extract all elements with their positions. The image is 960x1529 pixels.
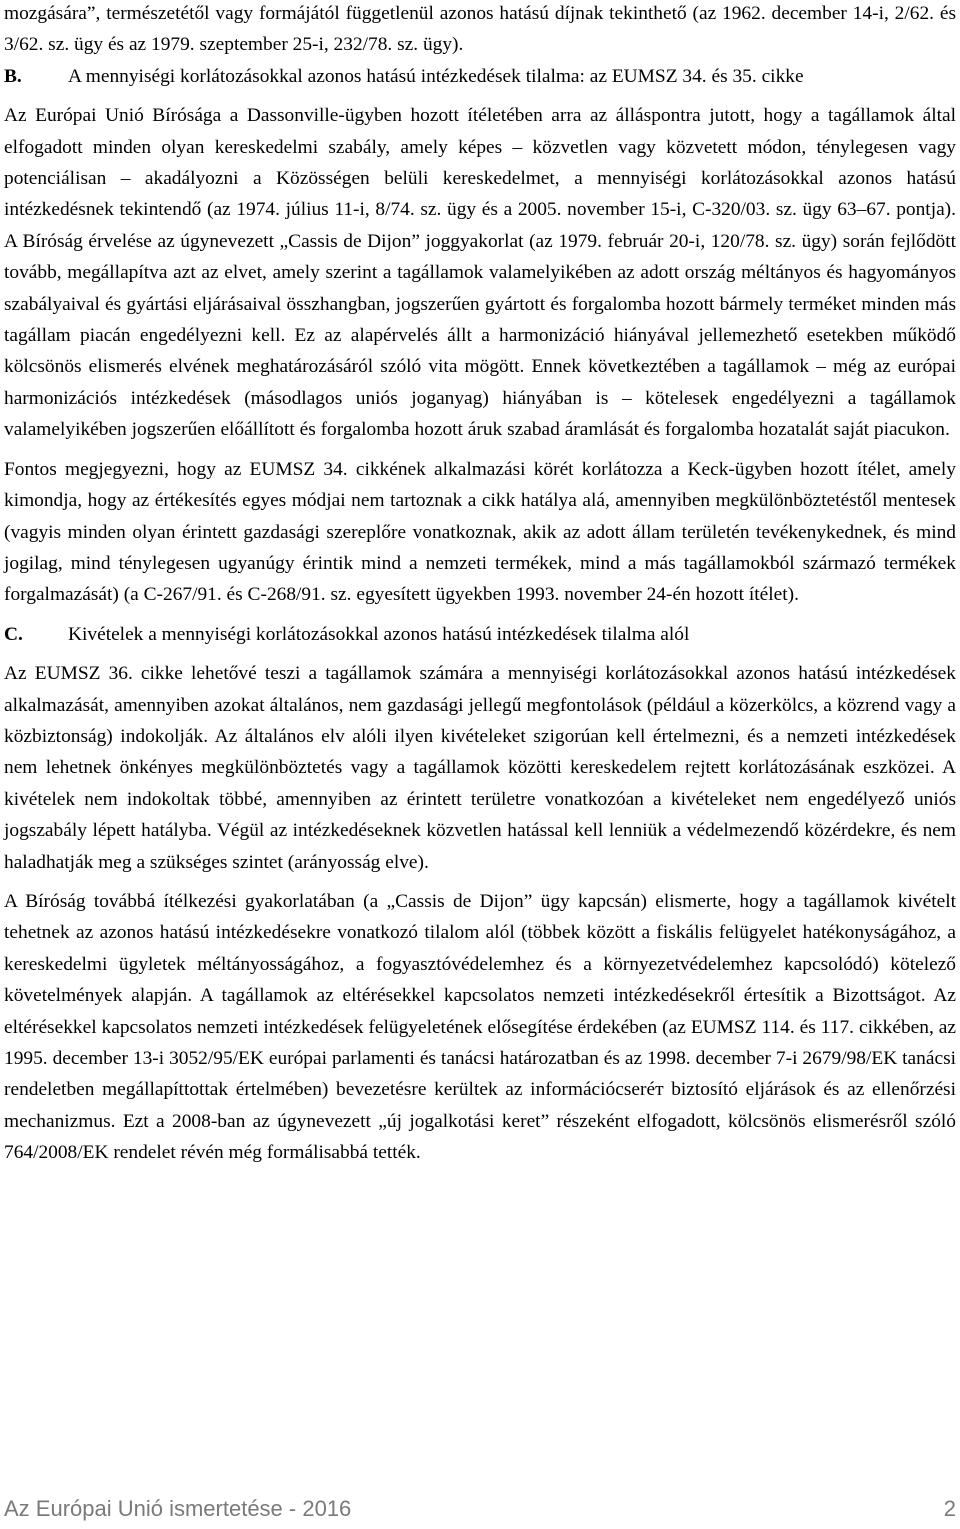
paragraph-mandatory-requirements: A Bíróság továbbá ítélkezési gyakorlatában (a „Cassis de Dijon” ügy kapcsán) elismerte, hogy a tagállamok kivételt tehetnek az azonos hatású intézkedésekre vonatkozó tilalom alól (többek között a fiskális felügyelet hatékonyságához, a kereskedelmi ügyletek méltányosságához, a fogyasztóvédelemhez és a környezetvédelemhez kapcsolódó) kötelező követelmények alapján. A tagállamok az eltérésekkel kapcsolatos nemzeti intézkedésekről értesítik a Bizottságot. Az eltérésekkel kapcsolatos nemzeti intézkedések felügyeletének elősegítése érdekében (az EUMSZ 114. és 117. cikkében, az 1995. december 13-i 3052/95/EK európai parlamenti és tanácsi határozatban és az 1998. december 7-i 2679/98/EK tanácsi rendeletben megállapíttottak értelmében) bevezetésre kerültek az információcseréт biztosító eljárások és az ellenőrzési mechanizmus. Ezt a 2008-ban az úgynevezett „új jogalkotási keret” részeként elfogadott, kölcsönös elismerésről szóló 764/2008/EK rendelet révén még formálisabbá tették. <box>4 890 956 1164</box>
section-c-letter: C. <box>4 623 23 645</box>
document-page <box>4 0 956 1169</box>
footer-title: Az Európai Unió ismertetése - 2016 <box>4 1496 352 1521</box>
section-c-title: Kivételek a mennyiségi korlátozásokkal azonos hatású intézkedések tilalma alól <box>68 623 690 645</box>
page-footer <box>4 1494 956 1524</box>
continuation-paragraph: mozgására”, természetétől vagy formájától függetlenül azonos hatású díjnak tekinthető (az 1962. december 14-i, 2/62. és 3/62. sz. ügy és az 1979. szeptember 25-i, 232/78. sz. ügy). <box>4 3 956 56</box>
section-c-heading <box>4 619 956 650</box>
paragraph-dassonville: Az Európai Unió Bírósága a Dassonville-ügyben hozott ítéletében arra az álláspontra jutott, hogy a tagállamok által elfogadott minden olyan kereskedelmi szabály, amely képes – közvetlen vagy közvetett módon, ténylegesen vagy potenciálisan – akadályozni a Közösségen belüli kereskedelmet, a mennyiségi korlátozásokkal azonos hatású intézkedésnek tekintendő (az 1974. július 11-i, 8/74. sz. ügy és a 2005. november 15-i, C-320/03. sz. ügy 63–67. pontja). A Bíróság érvelése az úgynevezett „Cassis de Dijon” joggyakorlat (az 1979. február 20-i, 120/78. sz. ügy) során fejlődött tovább, megállapítva azt az elvet, amely szerint a tagállamok valamelyikében az adott ország méltányos és hagyományos szabályaival és gyártási eljárásaival összhangban, jogszerűen gyártott és forgalomba hozott bármely terméket minden más tagállam piacán engedélyezni kell. Ez az alapérvelés állt a harmonizáció hiányával jellemezhető esetekben működő kölcsönös elismerés elvének meghatározásáról szóló vita mögött. Ennek következtében a tagállamok – még az európai harmonizációs intézkedések (másodlagos uniós joganyag) hiányában is – kötelesek engedélyezni a tagállamok valamelyikében jogszerűen előállított és forgalomba hozott áruk szabad áramlását és forgalomba hozatalát saját piacukon. <box>4 105 956 441</box>
section-b-title: A mennyiségi korlátozásokkal azonos hatású intézkedések tilalma: az EUMSZ 34. és 35. cikke <box>68 65 804 87</box>
section-b-letter: B. <box>4 65 22 87</box>
page-number: 2 <box>943 1496 956 1521</box>
paragraph-article-36: Az EUMSZ 36. cikke lehetővé teszi a tagállamok számára a mennyiségi korlátozásokkal azonos hatású intézkedések alkalmazását, amennyiben azokat általános, nem gazdasági jellegű megfontolások (például a közerkölcs, a közrend vagy a közbiztonság) indokolják. Az általános elv alóli ilyen kivételeket szigorúan kell értelmezni, és a nemzeti intézkedések nem lehetnek önkényes megkülönböztetés vagy a tagállamok közötti kereskedelem rejtett korlátozásának eszközei. A kivételek nem indokoltak többé, amennyiben az érintett területre vonatkozóan a kivételeket nem engedélyező uniós jogszabály lépett hatályba. Végül az intézkedéseknek közvetlen hatással kell lenniük a védelmezendő közérdekre, és nem haladhatják meg a szükséges szintet (arányosság elve). <box>4 663 956 873</box>
section-b-heading <box>4 61 956 92</box>
paragraph-keck: Fontos megjegyezni, hogy az EUMSZ 34. cikkének alkalmazási körét korlátozza a Keck-ügyben hozott ítélet, amely kimondja, hogy az értékesítés egyes módjai nem tartoznak a cikk hatálya alá, amennyiben megkülönböztetéstől mentesek (vagyis minden olyan érintett gazdasági szereplőre vonatkoznak, akik az adott állam területén tevékenykednek, és mind jogilag, mind ténylegesen ugyanúgy érintik mind a nemzeti termékek, mind a más tagállamokból származó termékek forgalmazását) (a C-267/91. és C-268/91. sz. egyesített ügyekben 1993. november 24-én hozott ítélet). <box>4 458 956 606</box>
